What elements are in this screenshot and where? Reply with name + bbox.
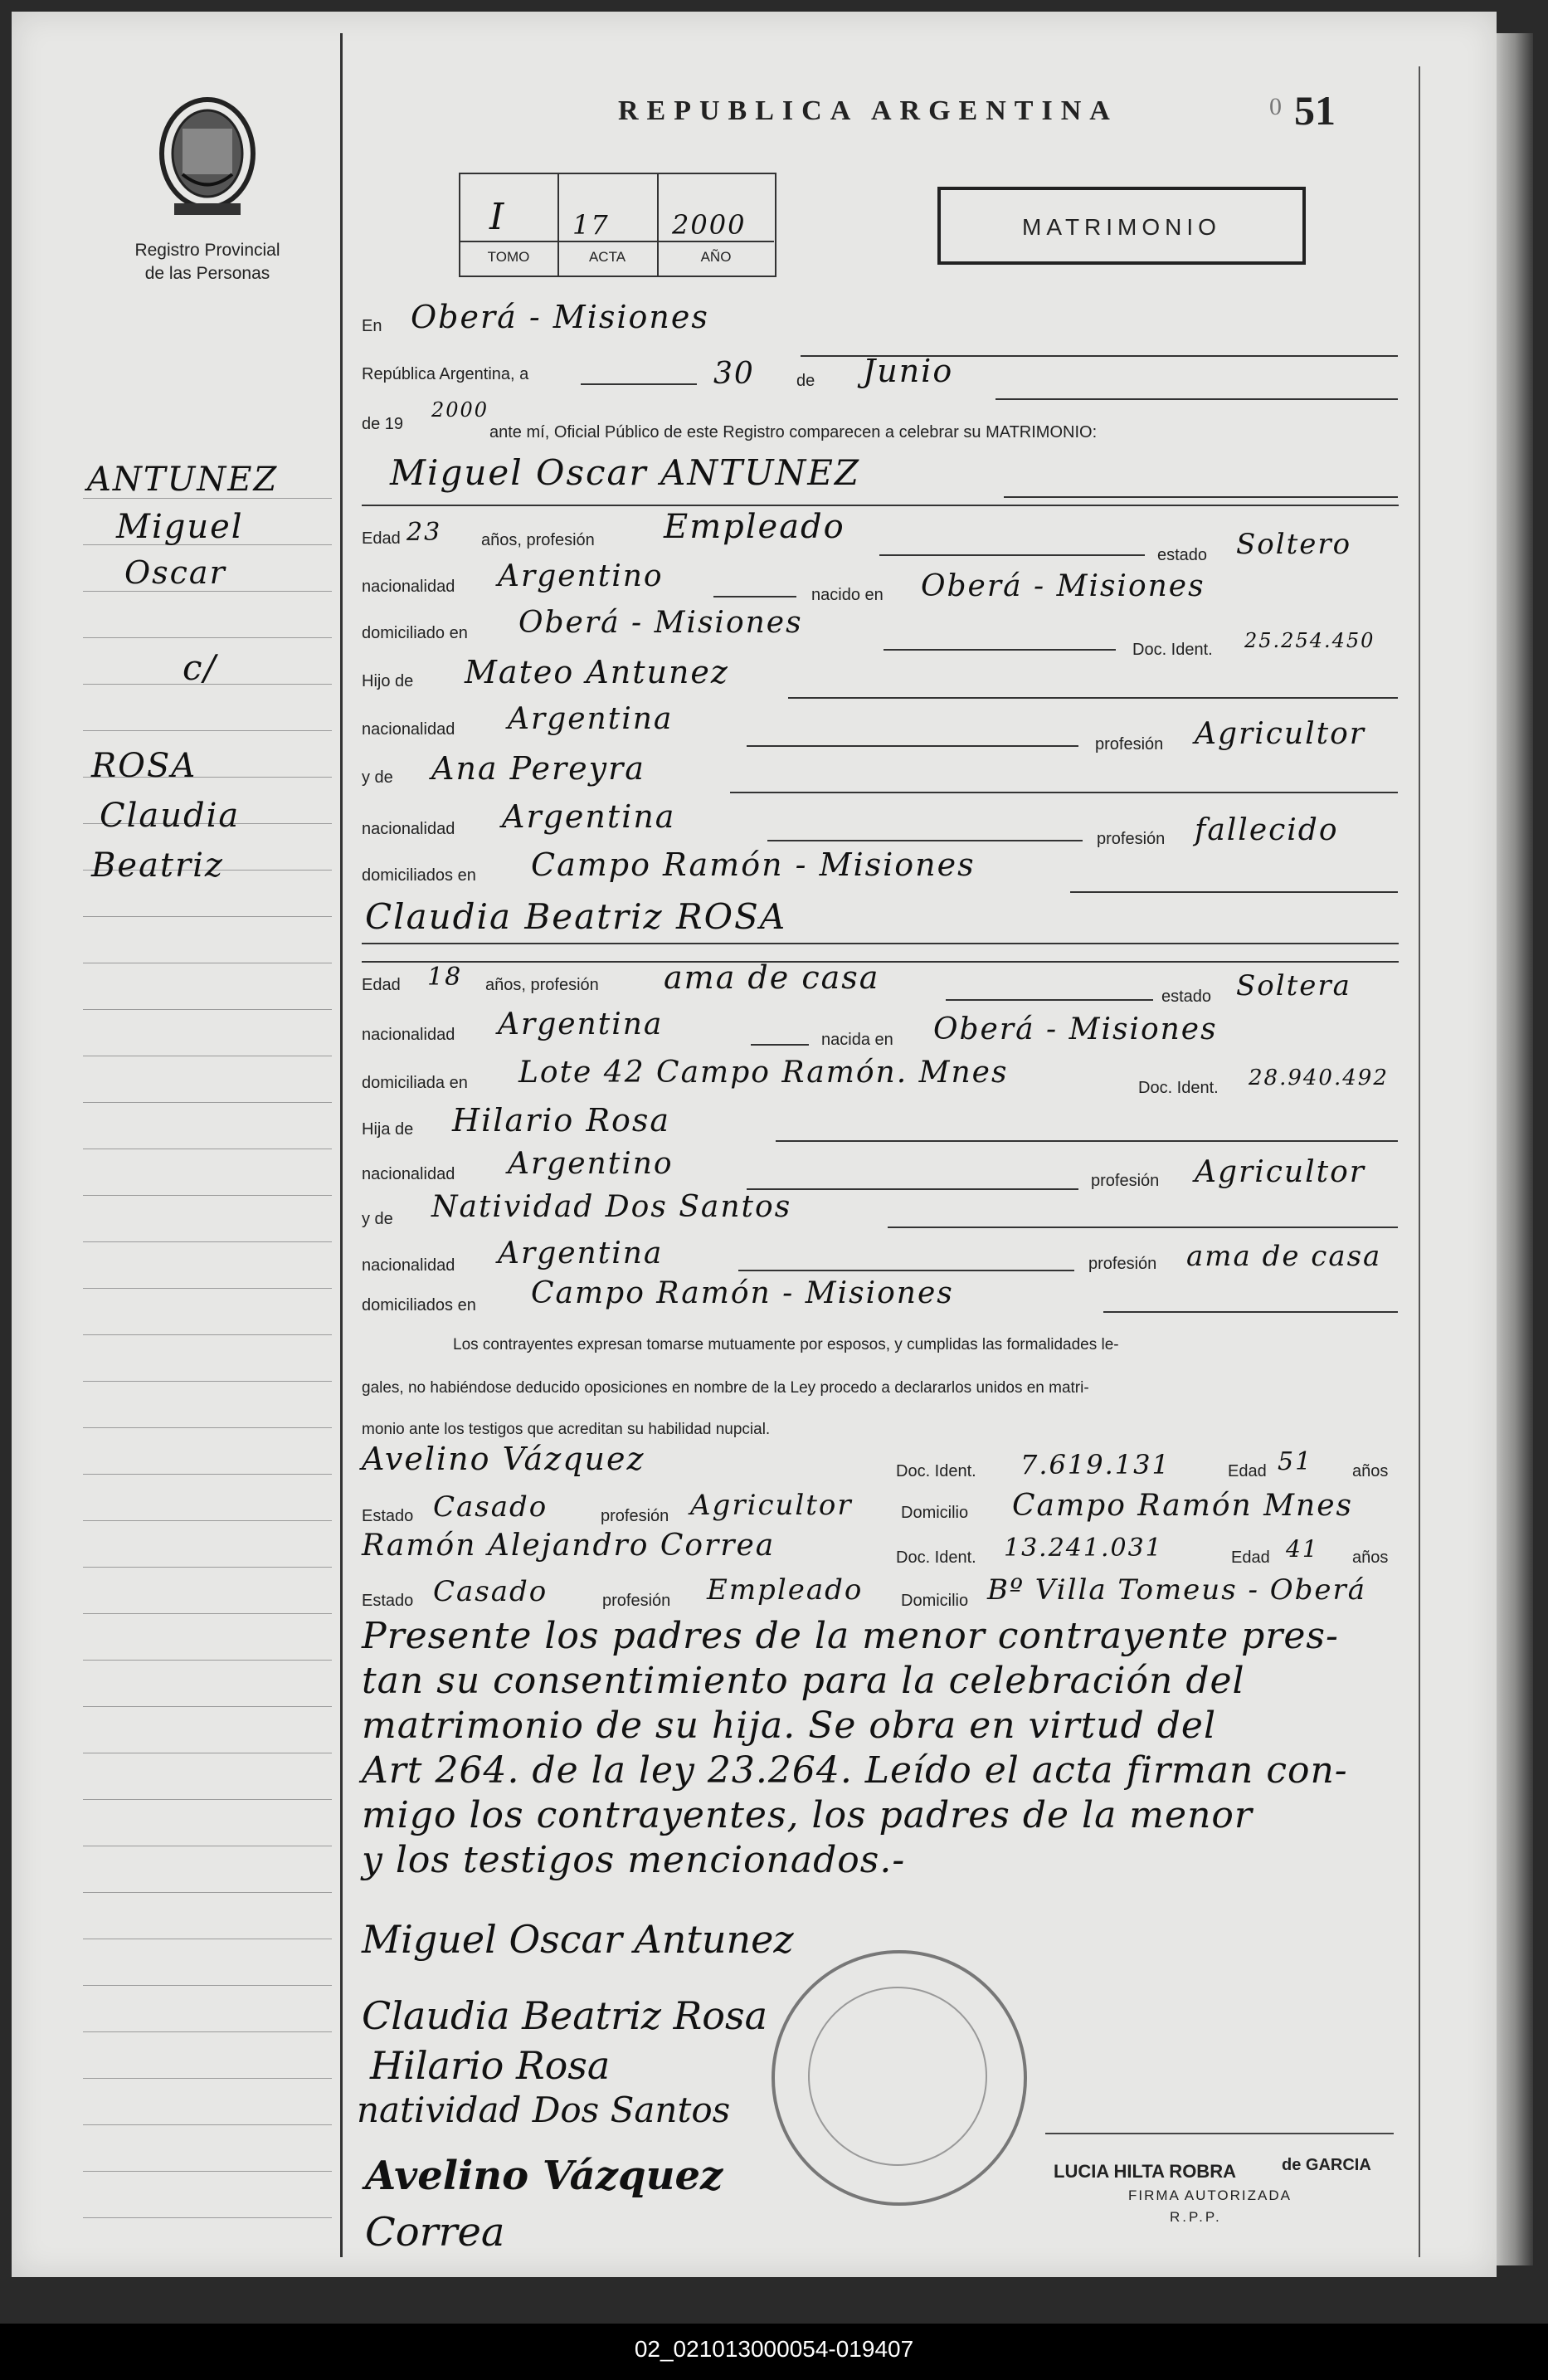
margin-rule [83, 1334, 332, 1335]
de-label: de [796, 372, 815, 390]
margin-rule [83, 916, 332, 917]
official-name-suffix: de GARCIA [1282, 2156, 1371, 2174]
witness2-domicile: Bº Villa Tomeus - Oberá [987, 1573, 1367, 1607]
groom-father: Mateo Antunez [465, 654, 729, 690]
witness1-domicile-label: Domicilio [901, 1504, 969, 1522]
fill-line [946, 999, 1153, 1001]
bride-parents-domicile: Campo Ramón - Misiones [531, 1276, 954, 1310]
margin-rule [83, 2171, 332, 2172]
witness1-age-label: Edad [1228, 1462, 1267, 1480]
groom-birthplace: Oberá - Misiones [921, 569, 1205, 603]
witness2-profession: Empleado [707, 1573, 864, 1607]
fill-line [581, 383, 697, 385]
witness1-profession: Agricultor [690, 1489, 853, 1522]
groom-profession: Empleado [664, 508, 845, 546]
groom-father-profession: Agricultor [1195, 717, 1365, 751]
margin-rule [83, 1892, 332, 1893]
year-value: 2000 [431, 398, 489, 422]
fill-line [362, 505, 1399, 506]
bride-mother-profession-label: profesión [1088, 1255, 1157, 1273]
document-code: 02_021013000054-019407 [634, 2336, 914, 2362]
signature-witness1: Avelino Vázquez [365, 2153, 723, 2199]
page-number-prefix: 0 [1269, 93, 1282, 120]
groom-doc-label: Doc. Ident. [1132, 641, 1213, 659]
margin-middle-name: Oscar [124, 554, 226, 591]
bride-father-label: Hija de [362, 1120, 414, 1139]
groom-father-nationality: Argentina [508, 702, 674, 736]
witness2-years-label: años [1352, 1548, 1389, 1567]
witness1-status-label: Estado [362, 1507, 414, 1525]
bride-parents-domicile-label: domiciliados en [362, 1296, 476, 1314]
registry-name-line2: de las Personas [144, 264, 270, 283]
margin-conjunction: c/ [183, 647, 217, 688]
margin-rule [83, 1613, 332, 1614]
margin-rule [83, 2217, 332, 2218]
witness2-doc-label: Doc. Ident. [896, 1548, 976, 1567]
note-line6: y los testigos mencionados.- [362, 1839, 906, 1881]
official-seal-inner-ring [808, 1987, 987, 2166]
fill-line [776, 1140, 1398, 1142]
groom-domicile: Oberá - Misiones [518, 606, 803, 640]
margin-rule [83, 2078, 332, 2079]
witness2-profession-label: profesión [602, 1592, 671, 1610]
fill-line [884, 649, 1116, 651]
bride-birthplace-label: nacida en [821, 1031, 893, 1049]
bride-profession: ama de casa [664, 959, 880, 996]
witness2-status-label: Estado [362, 1592, 414, 1610]
groom-age-label: Edad [362, 529, 401, 548]
margin-surname: ANTUNEZ [87, 461, 279, 499]
witness1-status: Casado [433, 1490, 548, 1524]
bride-mother: Natividad Dos Santos [431, 1190, 792, 1224]
ano-label: AÑO [700, 249, 732, 265]
fill-line [995, 398, 1398, 400]
groom-father-label: Hijo de [362, 672, 414, 690]
margin-rule [83, 1474, 332, 1475]
margin-rule [83, 730, 332, 731]
groom-domicile-label: domiciliado en [362, 624, 468, 642]
margin-rule [83, 1288, 332, 1289]
fill-line [1004, 496, 1398, 498]
groom-parents-domicile-label: domiciliados en [362, 866, 476, 885]
margin-rule [83, 1427, 332, 1428]
note-line3: matrimonio de su hija. Se obra en virtud del [362, 1705, 1217, 1747]
groom-mother-profession-label: profesión [1097, 830, 1166, 848]
note-line5: migo los contrayentes, los padres de la menor [362, 1794, 1253, 1836]
groom-status: Soltero [1236, 528, 1352, 561]
margin-rule [83, 1799, 332, 1800]
groom-name: Miguel Oscar ANTUNEZ [390, 452, 861, 493]
margin-given-name: Miguel [116, 508, 244, 546]
witness1-years-label: años [1352, 1462, 1389, 1480]
margin-bride-middle: Beatriz [91, 846, 224, 885]
witness2-status: Casado [433, 1575, 548, 1608]
witness2-name: Ramón Alejandro Correa [362, 1529, 776, 1563]
fill-line [879, 554, 1145, 556]
margin-bride-name: Claudia [100, 797, 241, 835]
groom-status-label: estado [1157, 546, 1208, 564]
bride-age: 18 [427, 963, 463, 992]
fill-line [730, 792, 1398, 793]
groom-mother-nationality-label: nacionalidad [362, 820, 455, 838]
groom-nationality-label: nacionalidad [362, 578, 455, 596]
groom-birthplace-label: nacido en [811, 586, 884, 604]
document-type: MATRIMONIO [1022, 214, 1221, 240]
declaration-line1: Los contrayentes expresan tomarse mutuamente por esposos, y cumplidas las formalidades le- [453, 1336, 1119, 1353]
witness2-doc: 13.241.031 [1004, 1534, 1163, 1563]
official-name: LUCIA HILTA ROBRA [1054, 2161, 1236, 2182]
bride-age-label: Edad [362, 976, 401, 994]
witness1-doc-label: Doc. Ident. [896, 1462, 976, 1480]
groom-nationality: Argentino [498, 559, 664, 593]
official-org: R.P.P. [1170, 2209, 1222, 2225]
registry-name-line1: Registro Provincial [134, 241, 280, 260]
declaration-line3: monio ante los testigos que acreditan su habilidad nupcial. [362, 1421, 771, 1438]
witness1-domicile: Campo Ramón Mnes [1012, 1489, 1353, 1523]
bride-mother-nationality: Argentina [498, 1236, 664, 1270]
fill-line [713, 596, 796, 597]
bride-name: Claudia Beatriz ROSA [365, 896, 787, 937]
fill-line [788, 697, 1398, 699]
bride-father-profession: Agricultor [1195, 1155, 1365, 1189]
margin-rule [83, 591, 332, 592]
margin-rule [83, 1009, 332, 1010]
bride-father-nationality: Argentino [508, 1147, 674, 1181]
right-margin-line [1419, 66, 1420, 2257]
bride-domicile: Lote 42 Campo Ramón. Mnes [518, 1056, 1009, 1090]
witness1-age: 51 [1278, 1447, 1313, 1476]
witness1-profession-label: profesión [601, 1507, 669, 1525]
day-value: 30 [713, 357, 755, 391]
witness1-name: Avelino Vázquez [362, 1441, 645, 1477]
bride-mother-profession: ama de casa [1186, 1240, 1382, 1273]
margin-rule [83, 1985, 332, 1986]
groom-doc: 25.254.450 [1244, 629, 1375, 652]
bride-birthplace: Oberá - Misiones [933, 1012, 1218, 1046]
margin-rule [83, 1520, 332, 1521]
fill-line [747, 1188, 1078, 1190]
fill-line [747, 745, 1078, 747]
groom-father-nationality-label: nacionalidad [362, 720, 455, 739]
month-value: Junio [863, 353, 954, 389]
witness2-age: 41 [1286, 1535, 1319, 1563]
signature-bride-father: Hilario Rosa [370, 2043, 611, 2088]
margin-rule [83, 1195, 332, 1196]
official-seal-stamp [772, 1950, 1027, 2206]
acta-value: 17 [572, 209, 610, 241]
margin-rule [83, 1241, 332, 1242]
margin-rule [83, 1102, 332, 1103]
ano-value: 2000 [672, 209, 747, 241]
acta-label: ACTA [588, 249, 626, 265]
fill-line [1070, 891, 1398, 893]
registry-seal-icon [158, 95, 257, 220]
margin-rule [83, 2124, 332, 2125]
margin-rule [83, 1706, 332, 1707]
fill-line [738, 1270, 1074, 1271]
fill-line [767, 840, 1083, 841]
margin-rule [83, 1567, 332, 1568]
margin-rule [83, 1381, 332, 1382]
note-line4: Art 264. de la ley 23.264. Leído el acta firman con- [362, 1749, 1348, 1792]
note-line2: tan su consentimiento para la celebración del [362, 1660, 1245, 1702]
fill-line [751, 1044, 809, 1046]
intro-text: ante mí, Oficial Público de este Registro comparecen a celebrar su MATRIMONIO: [489, 423, 1098, 441]
margin-divider [340, 33, 343, 2257]
groom-age: 23 [406, 518, 442, 547]
bride-status: Soltera [1236, 969, 1351, 1002]
bride-father-profession-label: profesión [1091, 1172, 1160, 1190]
witness2-domicile-label: Domicilio [901, 1592, 969, 1610]
fill-line [362, 943, 1399, 944]
margin-bride-surname: ROSA [91, 747, 197, 785]
tomo-value: I [489, 196, 506, 238]
republica-label: República Argentina, a [362, 365, 529, 383]
bride-nationality: Argentina [498, 1007, 664, 1041]
margin-rule [83, 2031, 332, 2032]
signature-witness2: Correa [365, 2209, 505, 2256]
fill-line [362, 961, 1399, 963]
groom-father-profession-label: profesión [1095, 735, 1164, 754]
bride-mother-nationality-label: nacionalidad [362, 1256, 455, 1275]
country-title: REPUBLICA ARGENTINA [618, 95, 1118, 126]
year-prefix: de 19 [362, 415, 404, 433]
bride-father: Hilario Rosa [452, 1102, 671, 1139]
signature-groom: Miguel Oscar Antunez [362, 1917, 794, 1962]
margin-rule [83, 637, 332, 638]
bride-nationality-label: nacionalidad [362, 1026, 455, 1044]
tomo-label: TOMO [487, 249, 530, 265]
official-signature-line [1045, 2133, 1394, 2134]
bride-mother-label: y de [362, 1210, 393, 1228]
official-title: FIRMA AUTORIZADA [1128, 2187, 1292, 2203]
book-edge [1497, 33, 1533, 2265]
groom-mother-label: y de [362, 768, 393, 787]
record-box-divider [459, 241, 774, 242]
en-label: En [362, 317, 382, 335]
groom-parents-domicile: Campo Ramón - Misiones [531, 846, 976, 883]
bride-domicile-label: domiciliada en [362, 1074, 468, 1092]
bride-father-nationality-label: nacionalidad [362, 1165, 455, 1183]
signature-bride-mother: natividad Dos Santos [357, 2090, 731, 2130]
groom-mother-profession: fallecido [1195, 813, 1339, 847]
margin-rule [83, 1660, 332, 1661]
bride-doc: 28.940.492 [1249, 1066, 1389, 1090]
groom-mother: Ana Pereyra [431, 750, 645, 787]
groom-profession-label: años, profesión [481, 531, 595, 549]
signature-bride: Claudia Beatriz Rosa [362, 1993, 768, 2038]
bride-status-label: estado [1161, 988, 1212, 1006]
place-value: Oberá - Misiones [411, 299, 709, 335]
groom-mother-nationality: Argentina [502, 798, 676, 835]
bride-profession-label: años, profesión [485, 976, 599, 994]
declaration-line2: gales, no habiéndose deducido oposiciones en nombre de la Ley procedo a declararlos unidos en matri- [362, 1379, 1089, 1397]
page-number: 51 [1294, 87, 1336, 134]
bride-doc-label: Doc. Ident. [1138, 1079, 1219, 1097]
witness2-age-label: Edad [1231, 1548, 1270, 1567]
note-line1: Presente los padres de la menor contrayente pres- [362, 1615, 1339, 1657]
fill-line [888, 1227, 1398, 1228]
fill-line [1103, 1311, 1398, 1313]
witness1-doc: 7.619.131 [1020, 1449, 1171, 1480]
